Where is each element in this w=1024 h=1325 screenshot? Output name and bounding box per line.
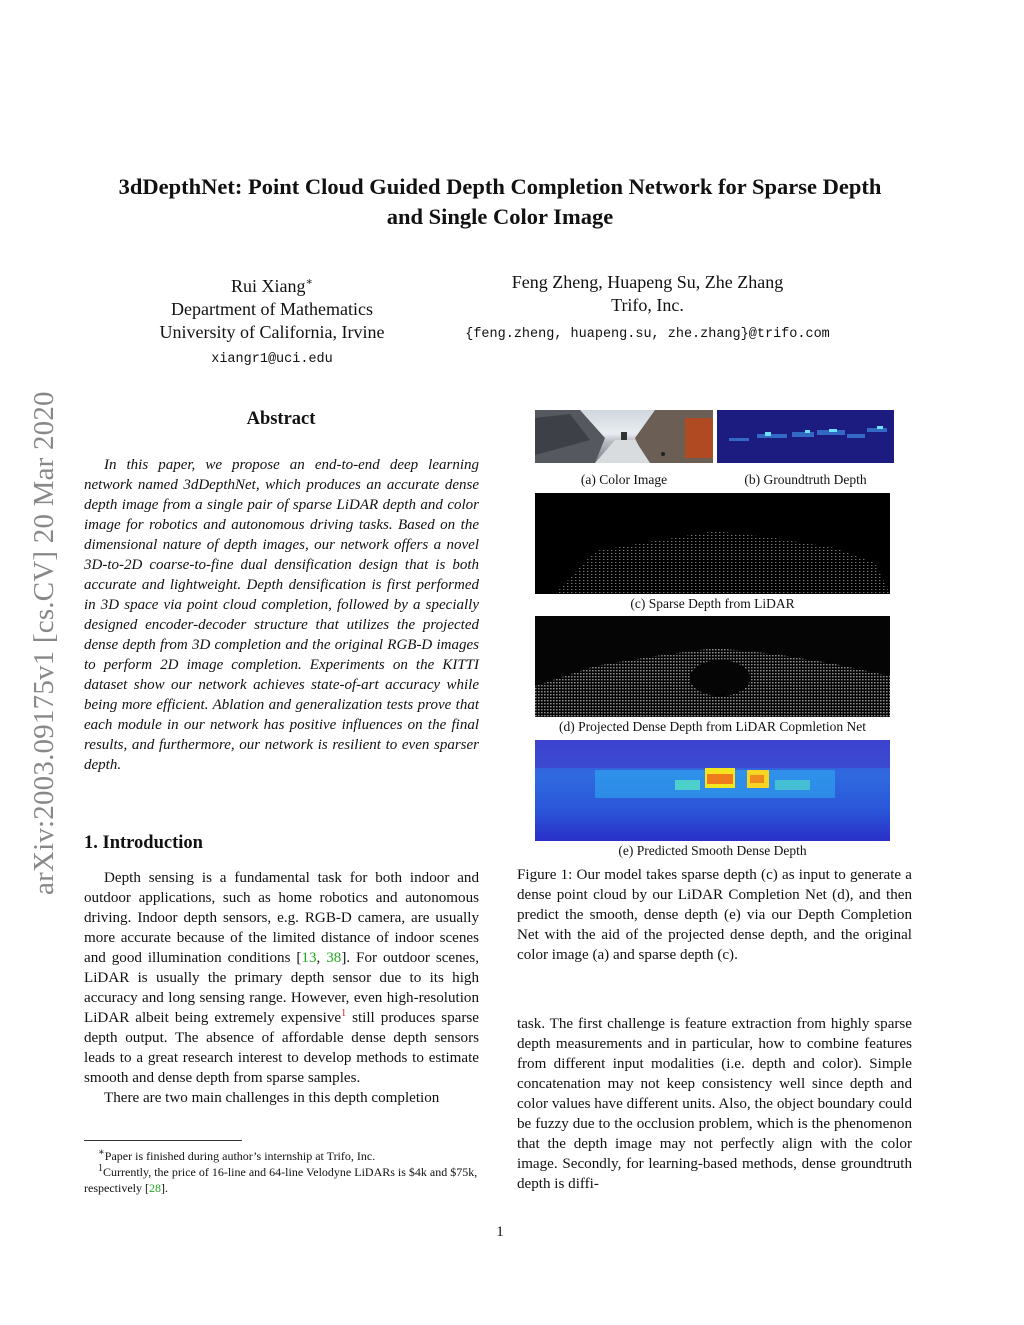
- citation-link[interactable]: 13: [301, 950, 317, 966]
- footnote-text: ].: [160, 1181, 168, 1195]
- footnote-mark: ∗: [98, 1147, 105, 1158]
- predicted-depth-image: [535, 740, 890, 841]
- projected-dense-depth-image: [535, 616, 890, 717]
- section-heading: 1. Introduction: [84, 833, 203, 853]
- text-run: ]. For outdoor scenes, LiDAR is usually the primary depth sensor due to its high accuracy and long sensing range. However, even high-resolution LiDAR albeit being extremely expensive: [84, 950, 480, 1026]
- subfig-caption-e: (e) Predicted Smooth Dense Depth: [618, 843, 807, 858]
- intro-column-2: [517, 1014, 912, 1194]
- subfig-caption-b: (b) Groundtruth Depth: [744, 472, 867, 487]
- intro-paragraph-2: There are two main challenges in this depth completion: [104, 1090, 440, 1106]
- figure-panel-predicted-depth: [535, 740, 890, 841]
- intro-column-1: [84, 868, 479, 1108]
- text-run: ,: [316, 950, 327, 966]
- subfig-caption-d: (d) Projected Dense Depth from LiDAR Copmletion Net: [558, 719, 867, 734]
- title-line-2: and Single Color Image: [386, 204, 614, 229]
- paper-title: [60, 172, 940, 232]
- citation-link[interactable]: 38: [326, 950, 342, 966]
- figure-panel-color-image: [535, 410, 713, 463]
- intro-paragraph-continued: task. The first challenge is feature extraction from highly sparse depth measurements and in particular, how to combine features from different input modalities (i.e. depth and color). Simple concatenation may not keep consistency well since depth and color values have different units. Also, the object boundary could be fuzzy due to the occlusion problem, which is the phenomenon that the depth image may not perfectly align with the color image. Secondly, for learning-based methods, dense groundtruth depth is diffi-: [517, 1016, 912, 1192]
- author-email[interactable]: {feng.zheng, huapeng.su, zhe.zhang}@trifo.com: [465, 327, 830, 342]
- figure-panel-projected-dense-depth: [535, 616, 890, 717]
- footnote-ref[interactable]: 1: [341, 1007, 347, 1019]
- intro-paragraph-1: [84, 868, 479, 1088]
- title-line-1: 3dDepthNet: Point Cloud Guided Depth Completion Network for Sparse Depth: [118, 174, 882, 199]
- arxiv-identifier: arXiv:2003.09175v1 [cs.CV] 20 Mar 2020: [28, 391, 60, 895]
- abstract-heading: Abstract: [246, 409, 316, 429]
- author-block-2: [430, 271, 865, 346]
- text-run: still produces sparse depth output. The absence of affordable dense depth sensors leads to a great research interest to develop methods to estimate smooth and dense depth from sparse samples.: [84, 1010, 479, 1086]
- citation-link[interactable]: 28: [148, 1181, 161, 1195]
- author-mark: ∗: [305, 276, 313, 288]
- page-number: 1: [496, 1224, 504, 1240]
- author-name: Feng Zheng, Huapeng Su, Zhe Zhang: [511, 272, 784, 292]
- groundtruth-depth-image: [717, 410, 894, 463]
- footnote-2: [84, 1161, 479, 1196]
- abstract-paragraph: In this paper, we propose an end-to-end deep learning network named 3dDepthNet, which produces an accurate dense depth image from a single pair of sparse LiDAR depth and color image for robotics and autonomous driving tasks. Based on the dimensional nature of depth images, our network offers a novel 3D-to-2D coarse-to-fine dual densification design that is both accurate and lightweight. Depth densification is first performed in 3D space via point cloud completion, followed by a specially designed encoder-decoder structure that utilizes the projected dense depth from 3D completion and the original RGB-D images to perform 2D image completion. Experiments on the KITTI dataset show our network achieves state-of-art accuracy while being more efficient. Ablation and generalization tests prove that each module in our network has positive influences on the final results, and furthermore, our network is resilient to even sparser depth.: [84, 457, 479, 773]
- footnote-rule: [84, 1140, 242, 1141]
- subfig-caption-a: (a) Color Image: [580, 472, 668, 487]
- figure-caption: Figure 1: Our model takes sparse depth (c) as input to generate a dense point cloud by our LiDAR Completion Net (d), and then predict the smooth, dense depth (e) via our Depth Completion Net with the aid of the projected dense depth, and the original color image (a) and sparse depth (c).: [517, 867, 912, 963]
- abstract-text: [84, 455, 479, 775]
- footnote-mark: 1: [98, 1163, 103, 1174]
- subfig-caption-c: (c) Sparse Depth from LiDAR: [630, 596, 795, 611]
- author-name: Rui Xiang: [231, 276, 306, 296]
- figure-panel-groundtruth-depth: [717, 410, 894, 463]
- author-block-1: [132, 271, 412, 371]
- text-run: Depth sensing is a fundamental task for both indoor and outdoor applications, such as home robotics and autonomous driving. Indoor depth sensors, e.g. RGB-D camera, are usually more accurate because of the limited distance of indoor scenes and good illumination conditions [: [84, 870, 479, 966]
- sparse-depth-image: [535, 493, 890, 594]
- author-email[interactable]: xiangr1@uci.edu: [211, 352, 333, 367]
- footnote-text: Paper is finished during author’s internship at Trifo, Inc.: [104, 1149, 376, 1163]
- author-affiliation: Department of Mathematics: [171, 299, 373, 319]
- author-affiliation: University of California, Irvine: [159, 322, 385, 342]
- footnote-text: Currently, the price of 16-line and 64-line Velodyne LiDARs is $4k and $75k, respectively [: [84, 1165, 478, 1195]
- author-affiliation: Trifo, Inc.: [611, 295, 684, 315]
- figure-panel-sparse-depth: [535, 493, 890, 594]
- street-scene-image: [535, 410, 713, 463]
